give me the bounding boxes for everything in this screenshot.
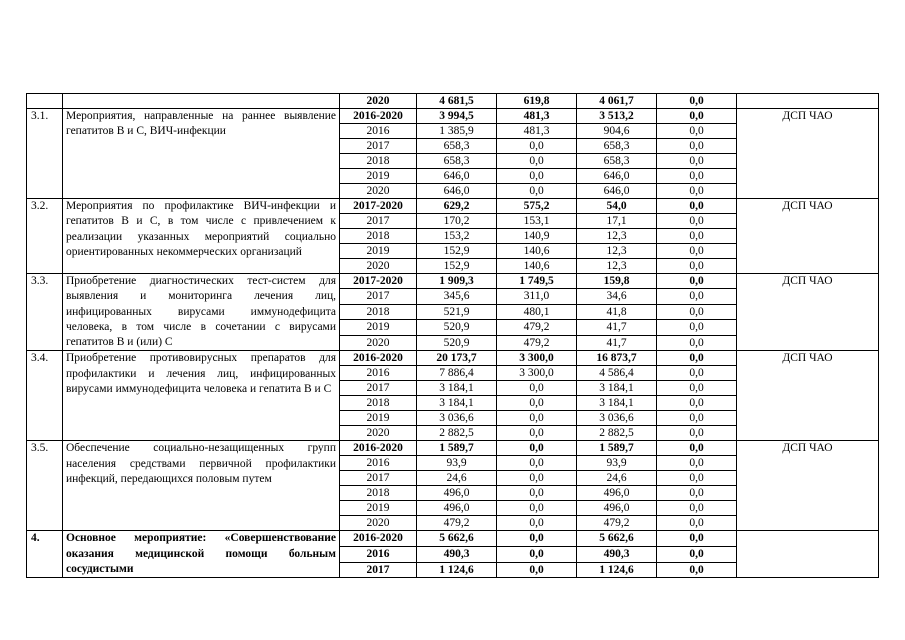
federal-budget-cell: 0,0 <box>497 562 577 578</box>
other-sources-cell: 0,0 <box>657 184 737 199</box>
other-sources-cell: 0,0 <box>657 516 737 531</box>
other-sources-cell: 0,0 <box>657 259 737 274</box>
total-cell: 2 882,5 <box>417 426 497 441</box>
period-cell: 2017 <box>340 139 417 154</box>
period-cell: 2018 <box>340 304 417 319</box>
total-cell: 24,6 <box>417 471 497 486</box>
period-cell: 2017-2020 <box>340 199 417 214</box>
total-cell: 345,6 <box>417 289 497 304</box>
federal-budget-cell: 0,0 <box>497 139 577 154</box>
activity-name-cell: Обеспечение социально-незащищенных групп населения средствами первичной профилактики инфекций, передающихся половым путем <box>63 441 340 531</box>
total-cell: 3 184,1 <box>417 396 497 411</box>
federal-budget-cell: 0,0 <box>497 396 577 411</box>
other-sources-cell: 0,0 <box>657 199 737 214</box>
other-sources-cell: 0,0 <box>657 139 737 154</box>
activity-name-cell: Приобретение диагностических тест-систем для выявления и мониторинга лечения лиц, инфицированных вирусами иммунодефицита человека, в том числе в сочетании с вирусами гепатитов В и (или) С <box>63 274 340 351</box>
total-cell: 1 589,7 <box>417 441 497 456</box>
total-cell: 1 909,3 <box>417 274 497 289</box>
federal-budget-cell: 0,0 <box>497 441 577 456</box>
regional-budget-cell: 159,8 <box>577 274 657 289</box>
other-sources-cell: 0,0 <box>657 411 737 426</box>
row-number-cell <box>27 94 63 109</box>
total-cell: 170,2 <box>417 214 497 229</box>
regional-budget-cell: 34,6 <box>577 289 657 304</box>
period-cell: 2016-2020 <box>340 109 417 124</box>
total-cell: 93,9 <box>417 456 497 471</box>
responsible-cell <box>737 531 879 578</box>
federal-budget-cell: 1 749,5 <box>497 274 577 289</box>
total-cell: 152,9 <box>417 259 497 274</box>
table-row <box>27 531 879 547</box>
federal-budget-cell: 479,2 <box>497 320 577 335</box>
federal-budget-cell: 0,0 <box>497 486 577 501</box>
regional-budget-cell: 479,2 <box>577 516 657 531</box>
other-sources-cell: 0,0 <box>657 441 737 456</box>
federal-budget-cell: 0,0 <box>497 471 577 486</box>
total-cell: 646,0 <box>417 169 497 184</box>
other-sources-cell: 0,0 <box>657 426 737 441</box>
federal-budget-cell: 0,0 <box>497 154 577 169</box>
period-cell: 2017 <box>340 562 417 578</box>
period-cell: 2020 <box>340 184 417 199</box>
total-cell: 520,9 <box>417 320 497 335</box>
period-cell: 2020 <box>340 516 417 531</box>
regional-budget-cell: 646,0 <box>577 184 657 199</box>
period-cell: 2018 <box>340 229 417 244</box>
activity-name-cell: Мероприятия по профилактике ВИЧ-инфекции и гепатитов В и С, в том числе с привлечением к реализации указанных мероприятий социально ориентированных некоммерческих организаций <box>63 199 340 274</box>
federal-budget-cell: 0,0 <box>497 169 577 184</box>
regional-budget-cell: 646,0 <box>577 169 657 184</box>
federal-budget-cell: 575,2 <box>497 199 577 214</box>
federal-budget-cell: 0,0 <box>497 516 577 531</box>
federal-budget-cell: 0,0 <box>497 411 577 426</box>
period-cell: 2019 <box>340 411 417 426</box>
federal-budget-cell: 153,1 <box>497 214 577 229</box>
federal-budget-cell: 0,0 <box>497 531 577 547</box>
other-sources-cell: 0,0 <box>657 244 737 259</box>
period-cell: 2017 <box>340 289 417 304</box>
responsible-cell: ДСП ЧАО <box>737 199 879 274</box>
row-number-cell: 3.2. <box>27 199 63 274</box>
responsible-cell: ДСП ЧАО <box>737 351 879 441</box>
period-cell: 2016-2020 <box>340 531 417 547</box>
other-sources-cell: 0,0 <box>657 366 737 381</box>
total-cell: 520,9 <box>417 335 497 351</box>
federal-budget-cell: 479,2 <box>497 335 577 351</box>
regional-budget-cell: 658,3 <box>577 139 657 154</box>
other-sources-cell: 0,0 <box>657 501 737 516</box>
regional-budget-cell: 496,0 <box>577 486 657 501</box>
other-sources-cell: 0,0 <box>657 381 737 396</box>
regional-budget-cell: 41,7 <box>577 335 657 351</box>
total-cell: 1 385,9 <box>417 124 497 139</box>
row-number-cell: 3.3. <box>27 274 63 351</box>
federal-budget-cell: 481,3 <box>497 124 577 139</box>
activity-name-cell: Основное мероприятие: «Совершенствование оказания медицинской помощи больным сосудистыми <box>63 531 340 578</box>
other-sources-cell: 0,0 <box>657 486 737 501</box>
regional-budget-cell: 12,3 <box>577 229 657 244</box>
regional-budget-cell: 490,3 <box>577 547 657 563</box>
period-cell: 2016 <box>340 547 417 563</box>
regional-budget-cell: 1 124,6 <box>577 562 657 578</box>
total-cell: 490,3 <box>417 547 497 563</box>
other-sources-cell: 0,0 <box>657 229 737 244</box>
table-body <box>27 94 879 578</box>
activity-name-cell: Приобретение противовирусных препаратов для профилактики и лечения лиц, инфицированных вирусами иммунодефицита человека и гепатита В и С <box>63 351 340 441</box>
period-cell: 2020 <box>340 335 417 351</box>
other-sources-cell: 0,0 <box>657 289 737 304</box>
federal-budget-cell: 140,6 <box>497 244 577 259</box>
total-cell: 496,0 <box>417 486 497 501</box>
table-row <box>27 351 879 366</box>
activity-name-cell: Мероприятия, направленные на раннее выявление гепатитов В и С, ВИЧ-инфекции <box>63 109 340 199</box>
total-cell: 629,2 <box>417 199 497 214</box>
other-sources-cell: 0,0 <box>657 351 737 366</box>
federal-budget-cell: 3 300,0 <box>497 351 577 366</box>
regional-budget-cell: 41,7 <box>577 320 657 335</box>
other-sources-cell: 0,0 <box>657 547 737 563</box>
row-number-cell: 3.1. <box>27 109 63 199</box>
period-cell: 2016 <box>340 456 417 471</box>
table-row <box>27 441 879 456</box>
other-sources-cell: 0,0 <box>657 109 737 124</box>
activity-name-cell <box>63 94 340 109</box>
federal-budget-cell: 3 300,0 <box>497 366 577 381</box>
regional-budget-cell: 5 662,6 <box>577 531 657 547</box>
total-cell: 496,0 <box>417 501 497 516</box>
period-cell: 2017 <box>340 471 417 486</box>
table-row <box>27 94 879 109</box>
total-cell: 7 886,4 <box>417 366 497 381</box>
regional-budget-cell: 2 882,5 <box>577 426 657 441</box>
other-sources-cell: 0,0 <box>657 471 737 486</box>
table-row <box>27 199 879 214</box>
regional-budget-cell: 3 036,6 <box>577 411 657 426</box>
regional-budget-cell: 496,0 <box>577 501 657 516</box>
federal-budget-cell: 140,9 <box>497 229 577 244</box>
period-cell: 2018 <box>340 396 417 411</box>
row-number-cell: 4. <box>27 531 63 578</box>
total-cell: 479,2 <box>417 516 497 531</box>
period-cell: 2019 <box>340 244 417 259</box>
regional-budget-cell: 3 513,2 <box>577 109 657 124</box>
total-cell: 658,3 <box>417 139 497 154</box>
period-cell: 2017 <box>340 214 417 229</box>
other-sources-cell: 0,0 <box>657 562 737 578</box>
federal-budget-cell: 0,0 <box>497 381 577 396</box>
period-cell: 2018 <box>340 154 417 169</box>
table-row <box>27 274 879 289</box>
other-sources-cell: 0,0 <box>657 320 737 335</box>
regional-budget-cell: 3 184,1 <box>577 396 657 411</box>
regional-budget-cell: 17,1 <box>577 214 657 229</box>
regional-budget-cell: 24,6 <box>577 471 657 486</box>
responsible-cell: ДСП ЧАО <box>737 441 879 531</box>
regional-budget-cell: 4 586,4 <box>577 366 657 381</box>
other-sources-cell: 0,0 <box>657 335 737 351</box>
regional-budget-cell: 658,3 <box>577 154 657 169</box>
period-cell: 2016-2020 <box>340 441 417 456</box>
federal-budget-cell: 311,0 <box>497 289 577 304</box>
period-cell: 2019 <box>340 501 417 516</box>
regional-budget-cell: 12,3 <box>577 259 657 274</box>
other-sources-cell: 0,0 <box>657 154 737 169</box>
total-cell: 521,9 <box>417 304 497 319</box>
period-cell: 2020 <box>340 94 417 109</box>
regional-budget-cell: 1 589,7 <box>577 441 657 456</box>
federal-budget-cell: 0,0 <box>497 547 577 563</box>
table-row <box>27 109 879 124</box>
other-sources-cell: 0,0 <box>657 304 737 319</box>
total-cell: 5 662,6 <box>417 531 497 547</box>
regional-budget-cell: 16 873,7 <box>577 351 657 366</box>
other-sources-cell: 0,0 <box>657 456 737 471</box>
period-cell: 2017-2020 <box>340 274 417 289</box>
regional-budget-cell: 3 184,1 <box>577 381 657 396</box>
federal-budget-cell: 480,1 <box>497 304 577 319</box>
other-sources-cell: 0,0 <box>657 214 737 229</box>
period-cell: 2017 <box>340 381 417 396</box>
federal-budget-cell: 0,0 <box>497 456 577 471</box>
other-sources-cell: 0,0 <box>657 531 737 547</box>
regional-budget-cell: 12,3 <box>577 244 657 259</box>
period-cell: 2020 <box>340 259 417 274</box>
federal-budget-cell: 0,0 <box>497 184 577 199</box>
regional-budget-cell: 54,0 <box>577 199 657 214</box>
responsible-cell: ДСП ЧАО <box>737 274 879 351</box>
total-cell: 152,9 <box>417 244 497 259</box>
row-number-cell: 3.5. <box>27 441 63 531</box>
program-budget-table <box>26 93 879 578</box>
total-cell: 658,3 <box>417 154 497 169</box>
period-cell: 2016-2020 <box>340 351 417 366</box>
total-cell: 3 036,6 <box>417 411 497 426</box>
regional-budget-cell: 41,8 <box>577 304 657 319</box>
regional-budget-cell: 93,9 <box>577 456 657 471</box>
federal-budget-cell: 481,3 <box>497 109 577 124</box>
other-sources-cell: 0,0 <box>657 124 737 139</box>
total-cell: 20 173,7 <box>417 351 497 366</box>
period-cell: 2019 <box>340 320 417 335</box>
federal-budget-cell: 619,8 <box>497 94 577 109</box>
responsible-cell: ДСП ЧАО <box>737 109 879 199</box>
total-cell: 1 124,6 <box>417 562 497 578</box>
other-sources-cell: 0,0 <box>657 94 737 109</box>
period-cell: 2016 <box>340 124 417 139</box>
federal-budget-cell: 0,0 <box>497 501 577 516</box>
period-cell: 2020 <box>340 426 417 441</box>
row-number-cell: 3.4. <box>27 351 63 441</box>
total-cell: 646,0 <box>417 184 497 199</box>
federal-budget-cell: 0,0 <box>497 426 577 441</box>
responsible-cell <box>737 94 879 109</box>
period-cell: 2018 <box>340 486 417 501</box>
other-sources-cell: 0,0 <box>657 274 737 289</box>
total-cell: 4 681,5 <box>417 94 497 109</box>
period-cell: 2016 <box>340 366 417 381</box>
regional-budget-cell: 4 061,7 <box>577 94 657 109</box>
period-cell: 2019 <box>340 169 417 184</box>
other-sources-cell: 0,0 <box>657 169 737 184</box>
total-cell: 153,2 <box>417 229 497 244</box>
other-sources-cell: 0,0 <box>657 396 737 411</box>
total-cell: 3 994,5 <box>417 109 497 124</box>
federal-budget-cell: 140,6 <box>497 259 577 274</box>
total-cell: 3 184,1 <box>417 381 497 396</box>
regional-budget-cell: 904,6 <box>577 124 657 139</box>
